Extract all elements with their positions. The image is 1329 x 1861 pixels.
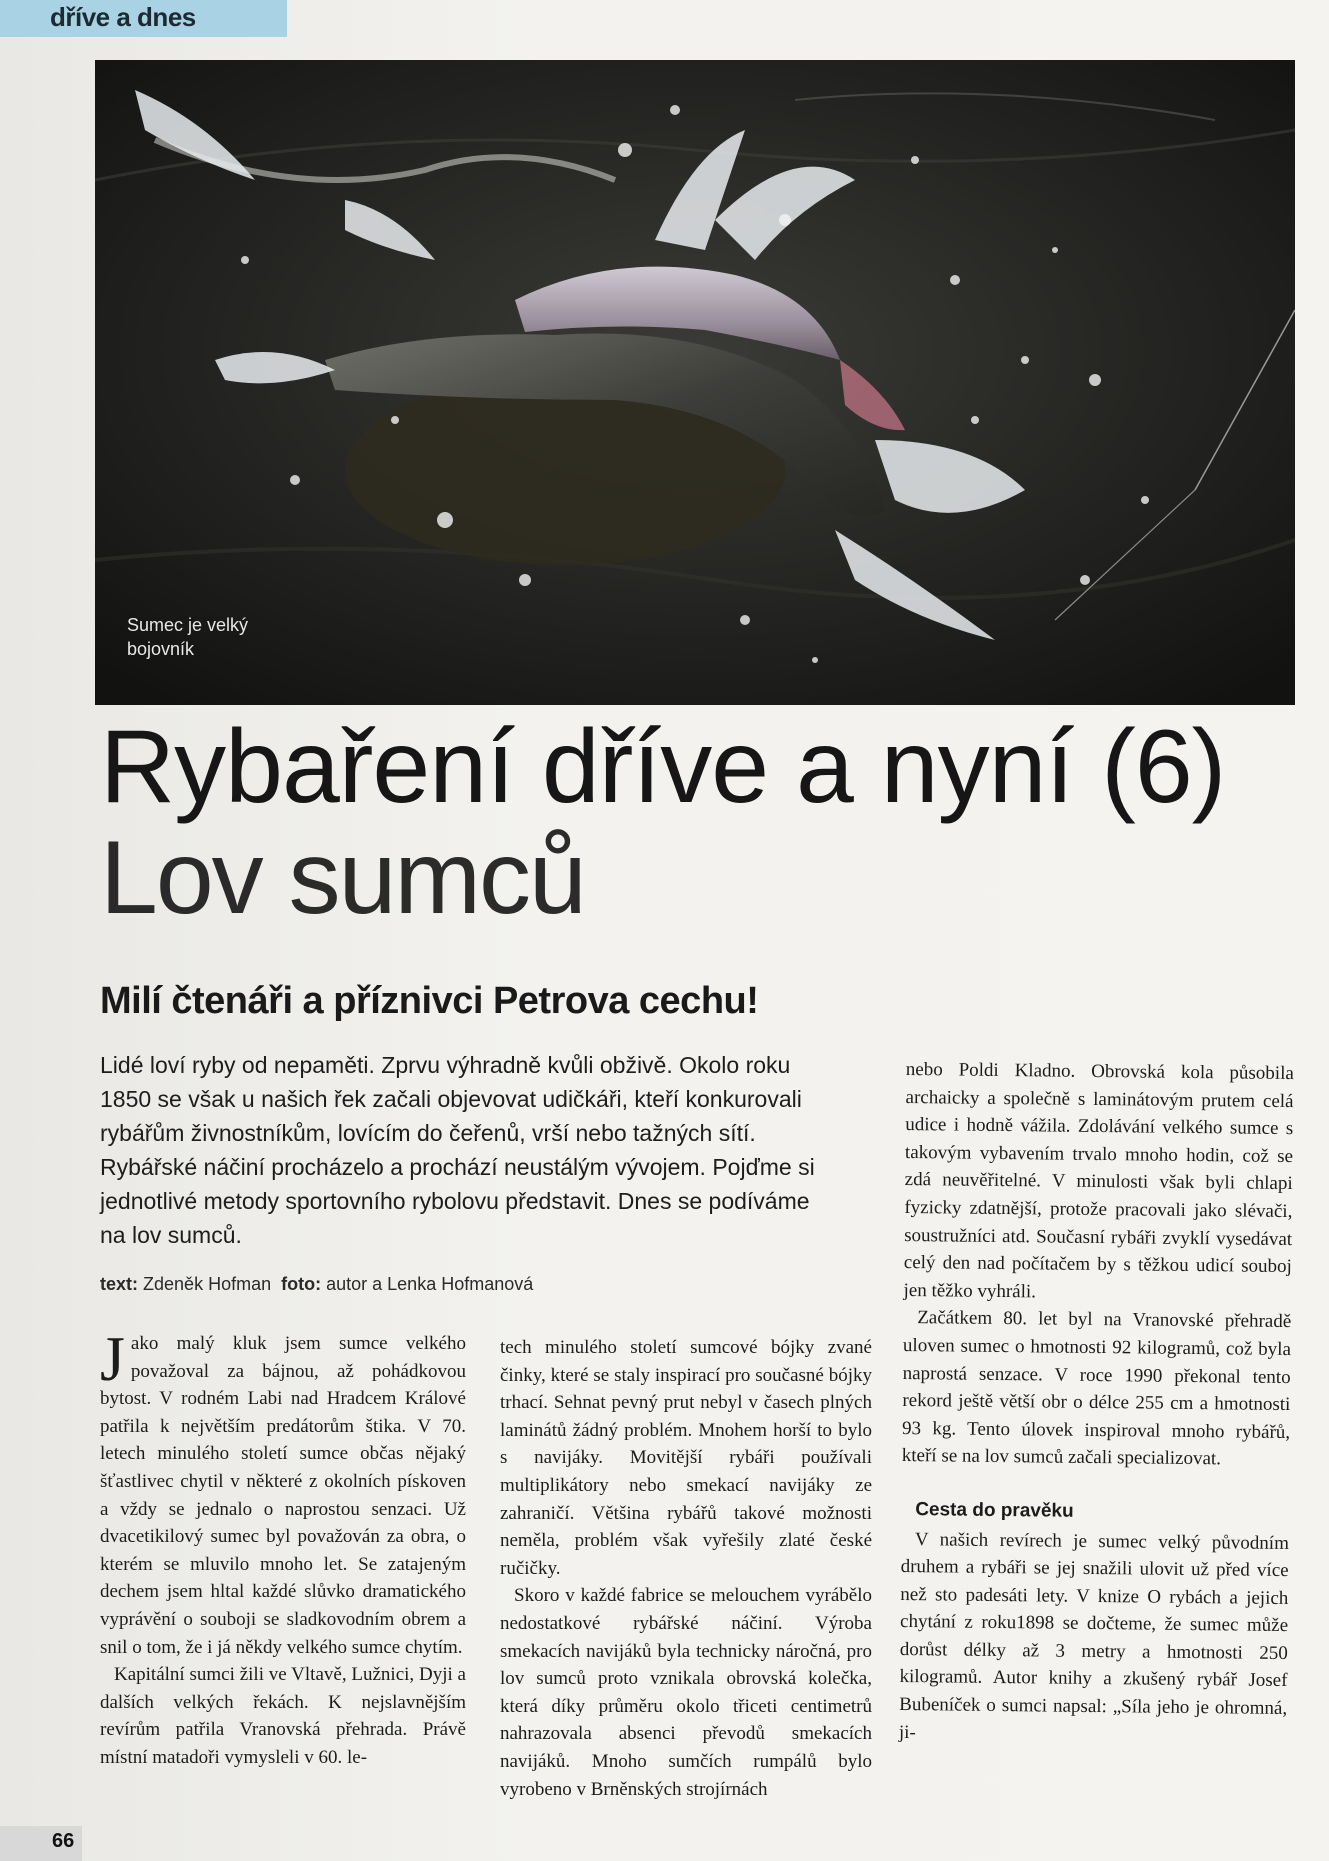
column-paragraph: tech minulého století sumcové bójky zvané činky, které se staly inspirací pro současné bójky trhací. Sehnat pevný prut nebyl v časech plných laminátů žádný problém. Mnohem horší to bylo s navijáky. Movitější rybáři používali multiplikátory nebo smekací navijáky ze zahraničí. Většina rybářů takové možnosti neměla, problém však vyřešily zlaté české ručičky.	[500, 1337, 872, 1579]
column-paragraph: Kapitální sumci žili ve Vltavě, Lužnici, Dyji a dalších velkých řekách. K nejslavnějším revírům patřila Vranovská přehrada. Právě místní matadoři vymysleli v 60. le-	[100, 1664, 466, 1768]
page-number: 66	[52, 1830, 75, 1852]
page-number-tab	[0, 1826, 82, 1861]
article-intro	[100, 1048, 820, 1252]
article-subtitle-title	[100, 820, 585, 936]
article-title: Rybaření dříve a nyní (6)	[100, 709, 1226, 825]
intro-text: Lidé loví ryby od nepaměti. Zprvu výhradně kvůli obživě. Okolo roku 1850 se však u našich řek začali objevovat udičkáři, kteří konkurovali rybářům živnostníkům, lovícím do čeřenů, vrší nebo tažných sítí. Rybářské náčiní procházelo a prochází neustálým vývojem. Pojďme si jednotlivé metody sportovního rybolovu představit. Dnes se podíváme na lov sumců.	[100, 1052, 815, 1248]
title-line-2: Lov sumců	[100, 820, 585, 936]
text-column-1	[100, 1323, 466, 1772]
article-credits	[100, 1274, 533, 1295]
caption-line-2: bojovník	[127, 639, 195, 659]
drop-cap: J	[100, 1323, 125, 1394]
credits-text-label: text:	[100, 1274, 139, 1294]
section-label: dříve a dnes	[50, 2, 196, 32]
section-heading: Cesta do pravěku	[915, 1499, 1074, 1522]
column-paragraph: nebo Poldi Kladno. Obrovská kola působila archaicky a společně s laminátovým prutem celá udice i hodně vážila. Zdolávání velkého sumce s takovým vybavením trvalo mnoho hodin, což se zdá neuvěřitelné. V minulosti však byli chlapi fyzicky zdatnější, protože pracovali jako slévači, soustružníci atd. Současní rybáři zvyklí vysedávat celý den nad počítačem by s těžkou udicí souboj jen těžko vyhráli.	[903, 1058, 1294, 1303]
section-tab	[0, 0, 287, 37]
photo-caption	[127, 613, 248, 661]
credits-author: Zdeněk Hofman	[143, 1274, 272, 1294]
credits-photo-label: foto:	[281, 1274, 322, 1294]
column-paragraph: Skoro v každé fabrice se melouchem vyrábělo nedostatkové rybářské náčiní. Výroba smekacích navijáků byla technicky náročná, pro lov sumců proto vznikala obrovská kolečka, která díky průměru okolo třiceti centimetrů nahrazovala absenci převodů smekacích navijáků. Mnoho sumčích rumpálů bylo vyrobeno v Brněnských strojírnách	[500, 1585, 872, 1800]
credits-photographers: autor a Lenka Hofmanová	[326, 1274, 534, 1294]
column-paragraph: V našich revírech je sumec velký původním druhem a rybáři se jej snažili ulovit už před více než sto padesáti lety. V knize O rybách a jejich chytání z roku1898 se dočteme, že sumec může dorůst délky až 3 metry a hmotnosti 250 kilogramů. Autor knihy a zkušený rybář Josef Bubeníček o sumci napsal: „Síla jeho je ohromná, ji-	[898, 1528, 1290, 1743]
article-greeting: Milí čtenáři a příznivci Petrova cechu!	[100, 980, 759, 1022]
text-column-2	[500, 1334, 872, 1803]
column-paragraph: Začátkem 80. let byl na Vranovské přehradě uloven sumec o hmotnosti 92 kilogramů, což byla naprostá senzace. V roce 1990 překonal tento rekord ještě větší obr o délce 255 cm a hmotnosti 93 kg. Tento úlovek inspiroval mnoho rybářů, kteří se na lov sumců začali specializovat.	[901, 1307, 1292, 1470]
column-paragraph	[100, 1323, 466, 1661]
text-column-3	[899, 1056, 1294, 1750]
catfish-splash-image	[95, 60, 1295, 705]
catfish-photo	[95, 60, 1295, 705]
caption-line-1: Sumec je velký	[127, 615, 249, 635]
paragraph-text: ako malý kluk jsem sumce velkého považoval za bájnou, až pohádkovou bytost. V rodném Labi nad Hradcem Králové patřila k největším predátorům štika. V 70. letech minulého století sumce občas nějaký šťastlivec chytil v některé z okolních pískoven a vždy se jednalo o naprostou senzaci. Už dvacetikilový sumec byl považován za obra, o kterém se mluvilo mnoho let. Se zatajeným dechem jsem hltal každé slůvko dramatického vyprávění o souboji se sladkovodním obrem a snil o tom, že i já někdy velkého sumce chytím.	[100, 1333, 466, 1658]
